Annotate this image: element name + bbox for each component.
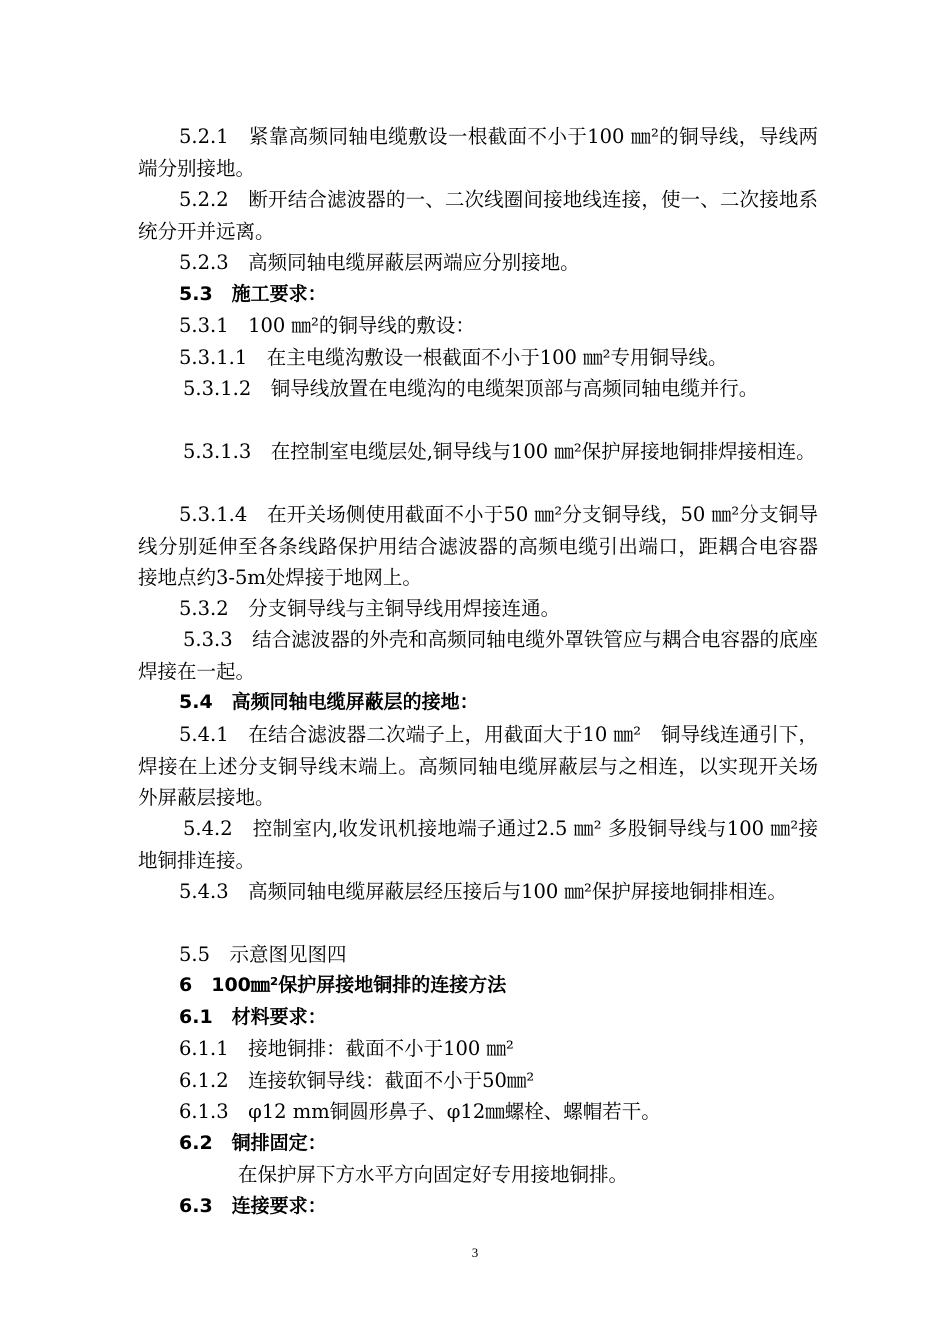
paragraph-5-4-1: 5.4.1 在结合滤波器二次端子上，用截面大于10 ㎜² 铜导线连通引下，焊接在上述分支铜导线末端上。高频同轴电缆屏蔽层与之相连，以实现开关场外屏蔽层接地。 — [138, 723, 818, 809]
paragraph-5-5: 5.5 示意图见图四 — [179, 943, 347, 966]
paragraph-6-1-3: 6.1.3 φ12 mm铜圆形鼻子、φ12㎜螺栓、螺帽若干。 — [179, 1100, 661, 1123]
heading-6-3: 6.3 连接要求： — [179, 1195, 327, 1217]
page-number: 3 — [471, 1245, 479, 1260]
paragraph-5-2-2: 5.2.2 断开结合滤波器的一、二次线圈间接地线连接，使一、二次接地系统分开并远离。 — [138, 188, 818, 243]
paragraph-5-3-1: 5.3.1 100 ㎜²的铜导线的敷设： — [179, 314, 475, 337]
paragraph-5-4-3: 5.4.3 高频同轴电缆屏蔽层经压接后与100 ㎜²保护屏接地铜排相连。 — [179, 880, 787, 903]
paragraph-5-3-1-2: 5.3.1.2 铜导线放置在电缆沟的电缆架顶部与高频同轴电缆并行。 — [183, 377, 759, 400]
paragraph-5-4-2: 5.4.2 控制室内,收发讯机接地端子通过2.5 ㎜² 多股铜导线与100 ㎜²接地铜排连接。 — [138, 817, 818, 872]
heading-6-1: 6.1 材料要求： — [179, 1006, 327, 1028]
paragraph-5-2-3: 5.2.3 高频同轴电缆屏蔽层两端应分别接地。 — [179, 251, 580, 274]
paragraph-5-3-3: 5.3.3 结合滤波器的外壳和高频同轴电缆外罩铁管应与耦合电容器的底座焊接在一起。 — [138, 628, 818, 683]
heading-6: 6 100㎜²保护屏接地铜排的连接方法 — [179, 974, 507, 996]
paragraph-5-3-1-1: 5.3.1.1 在主电缆沟敷设一根截面不小于100 ㎜²专用铜导线。 — [179, 346, 728, 369]
heading-5-4: 5.4 高频同轴电缆屏蔽层的接地： — [179, 691, 479, 713]
paragraph-6-2-body: 在保护屏下方水平方向固定好专用接地铜排。 — [238, 1163, 629, 1186]
paragraph-6-1-1: 6.1.1 接地铜排：截面不小于100 ㎜² — [179, 1037, 514, 1060]
paragraph-5-3-1-4: 5.3.1.4 在开关场侧使用截面不小于50 ㎜²分支铜导线，50 ㎜²分支铜导线分别延伸至各条线路保护用结合滤波器的高频电缆引出端口，距耦合电容器接地点约3-5m处焊接于地网上。 — [138, 503, 818, 589]
paragraph-6-1-2: 6.1.2 连接软铜导线：截面不小于50㎜² — [179, 1069, 535, 1092]
paragraph-5-3-2: 5.3.2 分支铜导线与主铜导线用焊接连通。 — [179, 597, 561, 620]
paragraph-5-3-1-3: 5.3.1.3 在控制室电缆层处,铜导线与100 ㎜²保护屏接地铜排焊接相连。 — [183, 440, 816, 463]
heading-5-3: 5.3 施工要求： — [179, 283, 327, 305]
heading-6-2: 6.2 铜排固定： — [179, 1132, 327, 1154]
paragraph-5-2-1: 5.2.1 紧靠高频同轴电缆敷设一根截面不小于100 ㎜²的铜导线，导线两端分别接地。 — [138, 125, 818, 180]
